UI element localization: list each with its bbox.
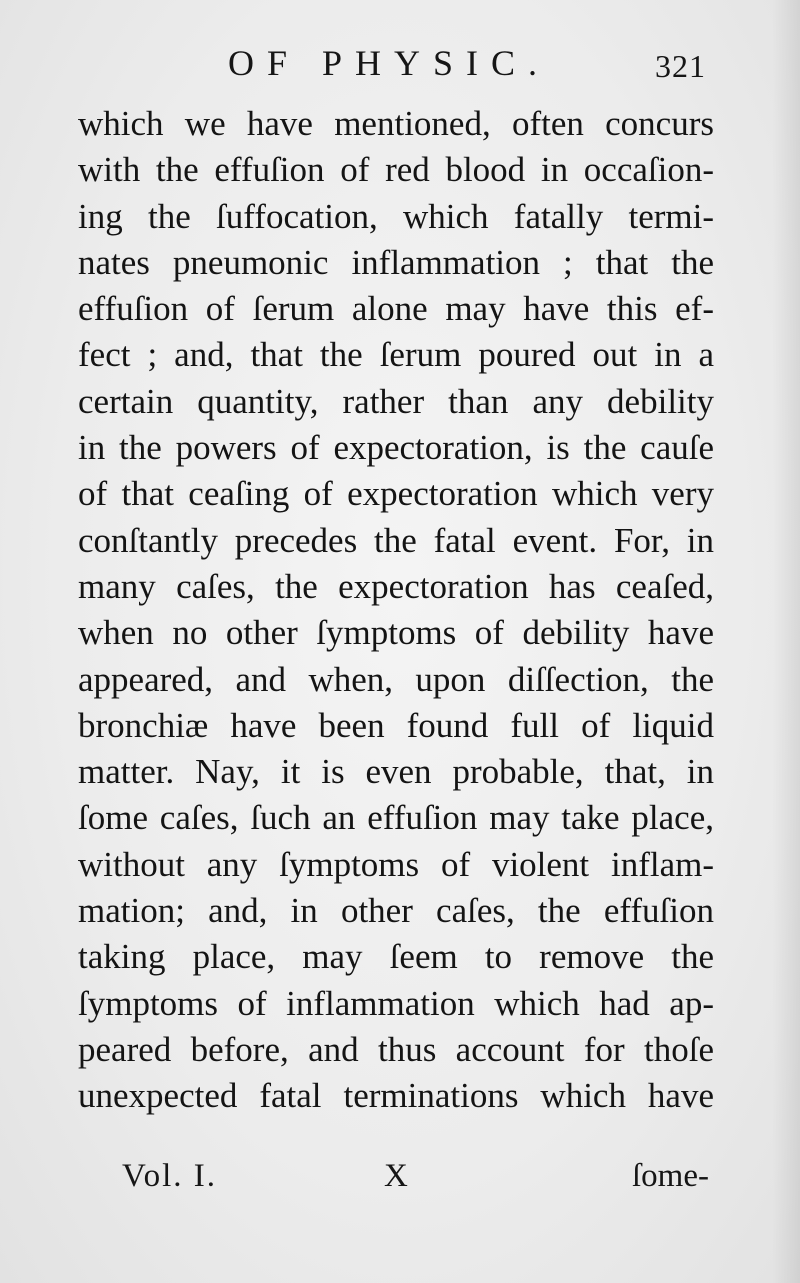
- text-line: unexpected fatal terminations which have: [78, 1076, 714, 1116]
- running-head: [0, 42, 800, 92]
- page-number: 321: [655, 48, 706, 84]
- catchword: ſome-: [632, 1158, 709, 1194]
- volume-signature: Vol. I.: [122, 1158, 217, 1194]
- text-line: conſtantly precedes the fatal event. For, in: [78, 520, 714, 560]
- text-line: many caſes, the expectoration has ceaſed,: [78, 566, 714, 606]
- text-line: mation; and, in other caſes, the effuſion: [78, 891, 714, 931]
- text-line: in the powers of expectoration, is the cauſe: [78, 428, 714, 468]
- page-footer: [0, 1158, 800, 1208]
- text-line: taking place, may ſeem to remove the: [78, 937, 714, 977]
- text-line: effuſion of ſerum alone may have this ef-: [78, 289, 714, 329]
- text-line: fect ; and, that the ſerum poured out in a: [78, 335, 714, 375]
- text-line: when no other ſymptoms of debility have: [78, 613, 714, 653]
- text-line: ſymptoms of inflammation which had ap-: [78, 983, 714, 1023]
- body-text: [78, 101, 714, 1120]
- text-line: of that ceaſing of expectoration which very: [78, 474, 714, 514]
- text-line: without any ſymptoms of violent inflam-: [78, 844, 714, 884]
- text-line: bronchiæ have been found full of liquid: [78, 705, 714, 745]
- text-line: appeared, and when, upon diſſection, the: [78, 659, 714, 699]
- text-line: ſome caſes, ſuch an effuſion may take place,: [78, 798, 714, 838]
- text-line: peared before, and thus account for thoſe: [78, 1029, 714, 1069]
- text-line: which we have mentioned, often concurs: [78, 104, 714, 143]
- signature-mark: X: [384, 1158, 408, 1194]
- text-line: ing the ſuffocation, which fatally termi-: [78, 196, 714, 236]
- text-line: matter. Nay, it is even probable, that, in: [78, 752, 714, 792]
- text-line: certain quantity, rather than any debility: [78, 381, 714, 421]
- text-line: with the effuſion of red blood in occaſion-: [78, 150, 714, 190]
- text-line: nates pneumonic inflammation ; that the: [78, 242, 714, 282]
- running-title: OF PHYSIC.: [228, 43, 551, 83]
